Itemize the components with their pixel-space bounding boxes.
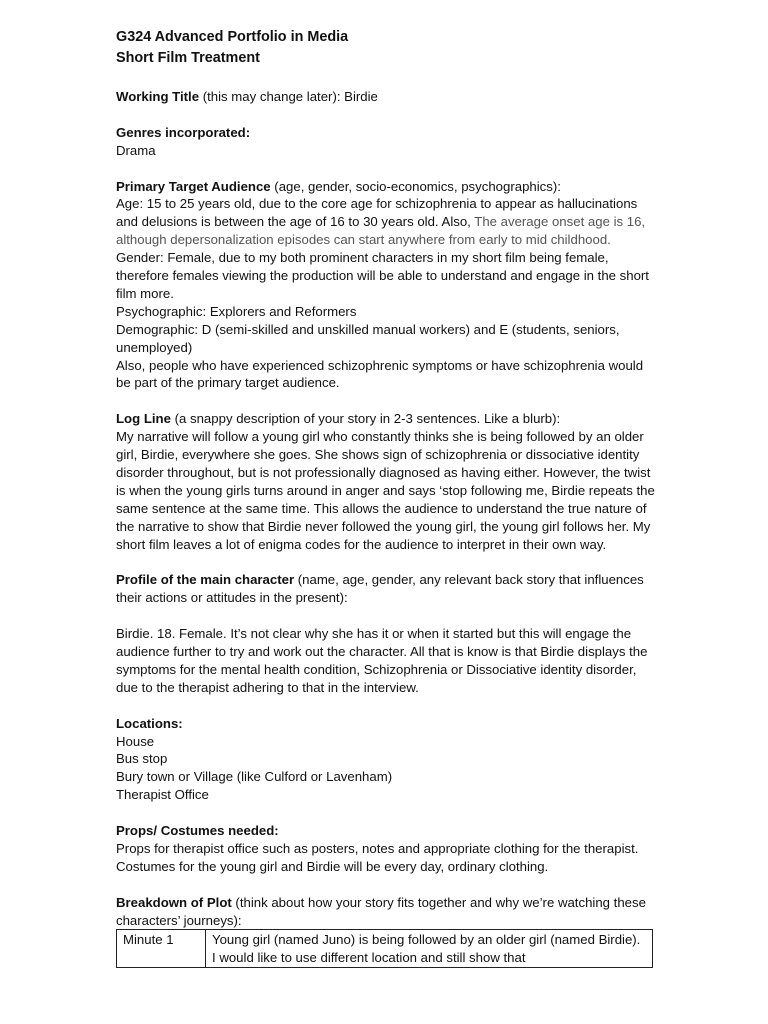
- plot-hint: (think about how your story fits together and why we’re watching these characters’ journeys):: [116, 894, 646, 928]
- audience-age: [116, 195, 656, 249]
- plot-minute-cell: Minute 1: [117, 930, 206, 968]
- audience-hint: (age, gender, socio-economics, psychographics):: [270, 178, 561, 194]
- document-body: [116, 27, 656, 968]
- audience-also: Also, people who have experienced schizophrenic symptoms or have schizophrenia would be part of the primary target audience.: [116, 357, 644, 391]
- audience-heading: [116, 178, 656, 196]
- audience-section: [116, 178, 656, 393]
- location-item: Bus stop: [116, 751, 168, 767]
- plot-section: [116, 894, 656, 969]
- props-label: Props/ Costumes needed:: [116, 823, 279, 839]
- log-line-text: My narrative will follow a young girl who constantly thinks she is being followed by an older girl, Birdie, everywhere she goes. She shows sign of schizophrenia or dissociative identity disorder throughout, but is not professionally diagnosed as having either. However, the twist is when the young girls turns around in anger and says ‘stop following me, Birdie repeats the same sentence at the same time. This allows the audience to understand the true nature of the narrative to show that Birdie never followed the young girl, the young girl follows her. My short film leaves a lot of enigma codes for the audience to interpret in their own way.: [116, 429, 655, 552]
- props-section: [116, 822, 656, 876]
- document-title: [116, 27, 656, 68]
- working-title-value: Birdie: [344, 89, 378, 104]
- title-line-2: Short Film Treatment: [116, 49, 260, 66]
- log-line-label: Log Line: [116, 411, 171, 427]
- profile-hint: (name, age, gender, any relevant back story that influences their actions or attitudes in the present):: [116, 572, 644, 606]
- audience-demographic: Demographic: D (semi-skilled and unskilled manual workers) and E (students, seniors, unemployed): [116, 321, 620, 355]
- plot-description-cell: Young girl (named Juno) is being followed by an older girl (named Birdie). I would like to use different location and still show that: [206, 930, 653, 968]
- audience-gender: Gender: Female, due to my both prominent characters in my short film being female, therefore females viewing the production will be able to understand and engage in the short film more.: [116, 250, 649, 301]
- plot-heading: [116, 894, 656, 930]
- working-title-section: [116, 88, 656, 106]
- title-line-1: G324 Advanced Portfolio in Media: [116, 29, 349, 45]
- profile-section: [116, 571, 656, 696]
- plot-table: [116, 929, 653, 968]
- location-item: House: [116, 733, 155, 749]
- working-title-hint: (this may change later):: [199, 89, 345, 104]
- location-item: Bury town or Village (like Culford or Lavenham): [116, 769, 393, 785]
- working-title-label: Working Title: [116, 89, 200, 104]
- props-text: Props for therapist office such as posters, notes and appropriate clothing for the therapist. Costumes for the young girl and Birdie will be every day, ordinary clothing.: [116, 840, 639, 874]
- profile-heading: [116, 571, 656, 607]
- profile-label: Profile of the main character: [116, 572, 295, 588]
- location-item: Therapist Office: [116, 787, 209, 803]
- plot-label: Breakdown of Plot: [116, 894, 232, 910]
- genres-label: Genres incorporated:: [116, 124, 251, 140]
- log-line-heading: [116, 410, 656, 428]
- audience-psychographic: Psychographic: Explorers and Reformers: [116, 303, 357, 319]
- locations-label: Locations:: [116, 715, 183, 731]
- working-title-line: [116, 88, 656, 106]
- audience-age-text: Age: 15 to 25 years old, due to the core age for schizophrenia to appear as hallucinations and delusions is between the age of 16 to 30 years old. Also,: [116, 196, 638, 230]
- table-row: [117, 930, 653, 968]
- profile-text: Birdie. 18. Female. It’s not clear why she has it or when it started but this will engage the audience further to try and work out the character. All that is know is that Birdie displays the symptoms for the mental health condition, Schizophrenia or Dissociative identity disorder, due to the therapist adhering to that in the interview.: [116, 626, 648, 695]
- audience-age-onset-text: The average onset age is 16, although depersonalization episodes can start anywhere from early to mid childhood.: [116, 214, 646, 248]
- log-line-section: [116, 410, 656, 553]
- audience-label: Primary Target Audience: [116, 178, 271, 194]
- log-line-hint: (a snappy description of your story in 2-3 sentences. Like a blurb):: [170, 411, 561, 427]
- genres-value: Drama: [116, 142, 156, 158]
- locations-section: [116, 715, 656, 805]
- genres-section: [116, 124, 656, 160]
